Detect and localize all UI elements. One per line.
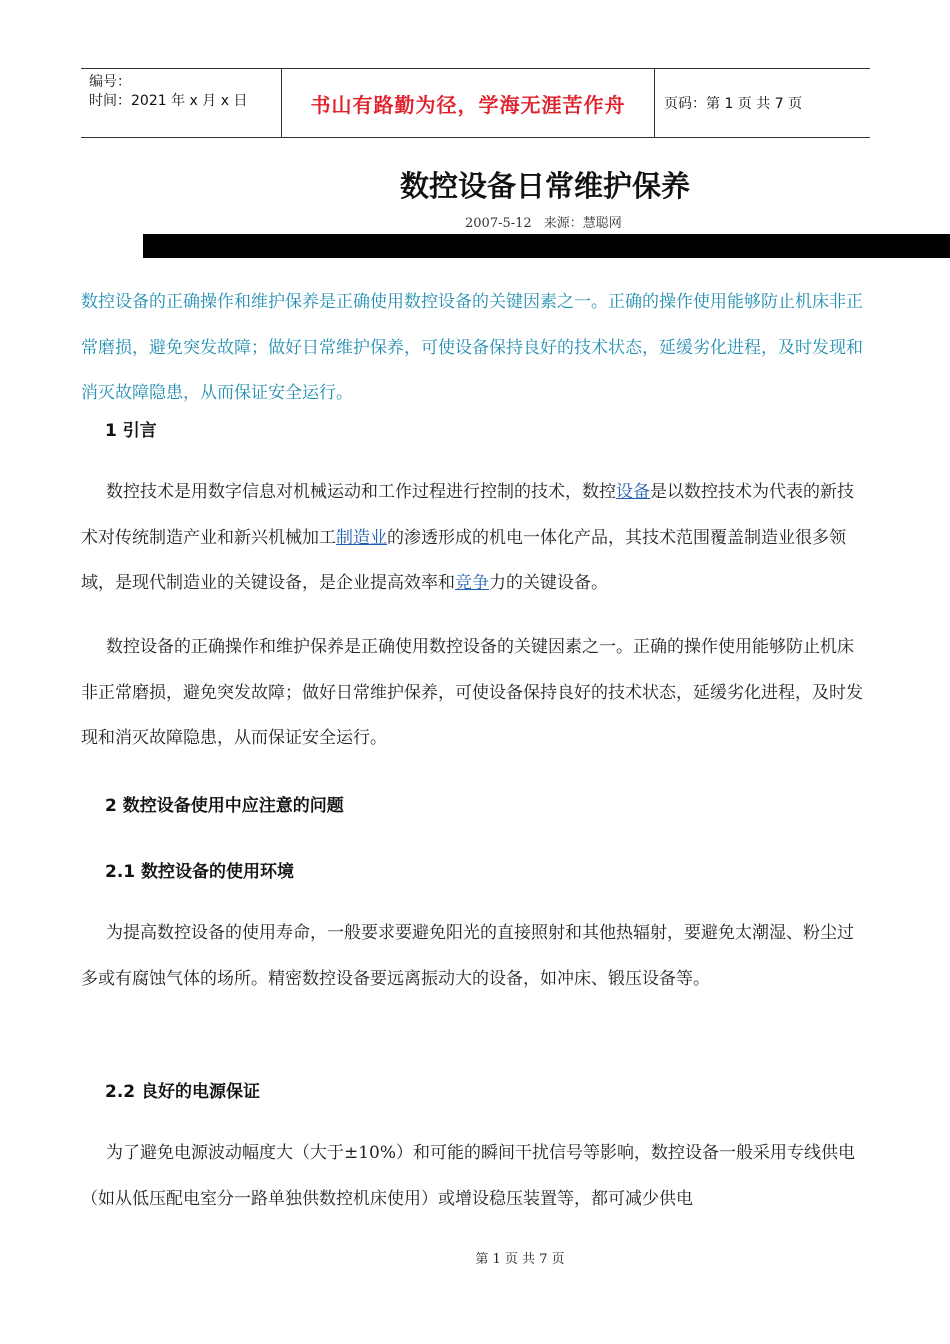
link-zhizaoye[interactable]: 制造业 <box>336 527 387 548</box>
document-header <box>81 68 870 138</box>
paragraph-1-text-a: 数控技术是用数字信息对机械运动和工作过程进行控制的技术，数控 <box>106 482 616 502</box>
paragraph-4: 为了避免电源波动幅度大（大于±10%）和可能的瞬间干扰信号等影响，数控设备一般采用专线供电（如从低压配电室分一路单独供数控机床使用）或增设稳压装置等，都可减少供电 <box>81 1143 856 1209</box>
black-banner-bar <box>143 234 950 258</box>
paragraph-3: 为提高数控设备的使用寿命，一般要求要避免阳光的直接照射和其他热辐射，要避免太潮湿、粉尘过多或有腐蚀气体的场所。精密数控设备要远离振动大的设备，如冲床、锻压设备等。 <box>81 923 854 989</box>
header-motto-cell <box>282 69 655 137</box>
article-title: 数控设备日常维护保养 <box>400 169 691 203</box>
article-body <box>81 280 870 417</box>
paragraph-1-text-c: 的渗透形成的机电一体化产品，其技术范围覆盖制造业很多领域，是现代制造业的关键设备，是企业提高效率和 <box>81 527 846 593</box>
link-shebei[interactable]: 设备 <box>616 482 650 502</box>
header-page-cell <box>655 69 870 137</box>
article-source: 来源：慧聪网 <box>543 216 622 231</box>
time-label: 时间：2021 年 x 月 x 日 <box>89 93 248 109</box>
article-date: 2007-5-12 <box>465 216 532 231</box>
paragraph-2: 数控设备的正确操作和维护保养是正确使用数控设备的关键因素之一。正确的操作使用能够防止机床非正常磨损，避免突发故障；做好日常维护保养，可使设备保持良好的技术状态，延缓劣化进程，及时发现和消灭故障隐患，从而保证安全运行。 <box>81 637 863 748</box>
page-footer: 第 1 页 共 7 页 <box>475 1252 565 1267</box>
heading-section-2-1: 2.1 数控设备的使用环境 <box>105 862 295 882</box>
link-jingzheng[interactable]: 竞争 <box>455 573 489 593</box>
heading-section-2-2: 2.2 良好的电源保证 <box>105 1082 261 1102</box>
serial-number-label: 编号： <box>89 74 131 90</box>
intro-paragraph: 数控设备的正确操作和维护保养是正确使用数控设备的关键因素之一。正确的操作使用能够防止机床非正常磨损，避免突发故障；做好日常维护保养，可使设备保持良好的技术状态，延缓劣化进程，及时发现和消灭故障隐患，从而保证安全运行。 <box>81 292 863 403</box>
heading-section-2: 2 数控设备使用中应注意的问题 <box>105 796 344 816</box>
heading-introduction: 1 引言 <box>105 421 157 441</box>
article-meta <box>465 212 634 231</box>
header-left-cell <box>81 69 282 137</box>
paragraph-1-text-d: 力的关键设备。 <box>489 573 608 593</box>
motto-text: 书山有路勤为径，学海无涯苦作舟 <box>310 92 626 117</box>
paragraph-1-text-b: 是以数控技术为代表的新技术对传统制造产业和新兴机械加工 <box>81 482 854 548</box>
paragraph-1 <box>81 470 870 607</box>
page-info: 页码：第 1 页 共 7 页 <box>664 96 803 112</box>
